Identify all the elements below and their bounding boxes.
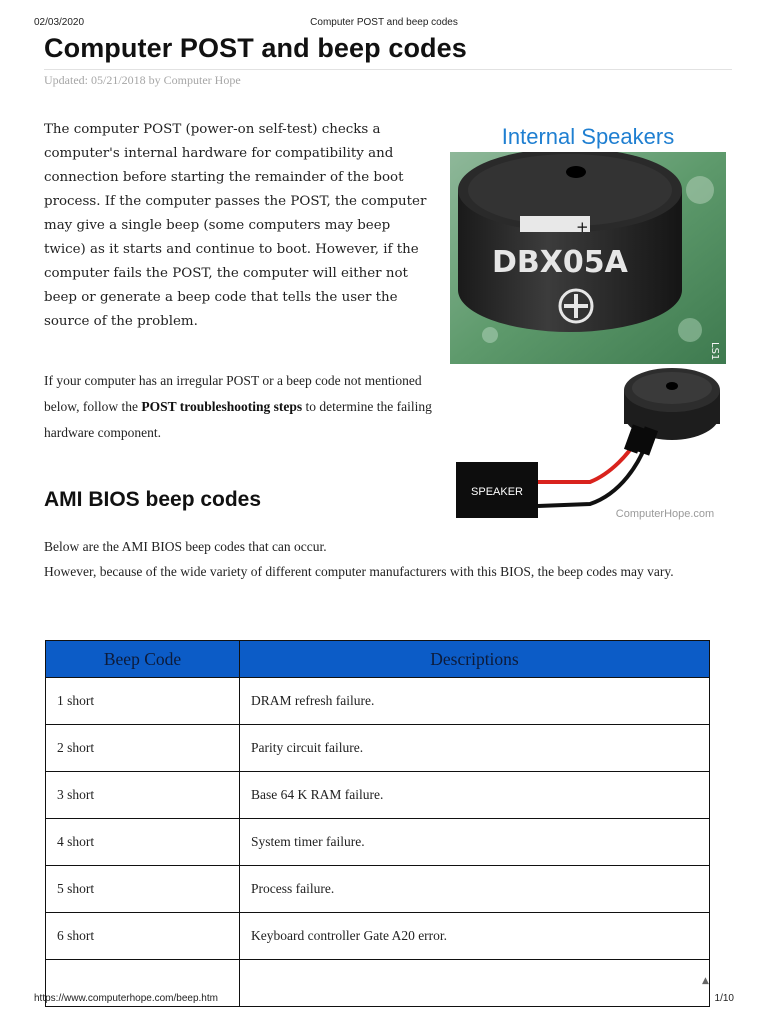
table-row bbox=[46, 913, 710, 960]
updated-byline: Updated: 05/21/2018 by Computer Hope bbox=[44, 73, 241, 87]
buzzer-hole bbox=[566, 166, 586, 178]
beep-code-cell: 5 short bbox=[46, 866, 240, 913]
troubleshooting-paragraph bbox=[44, 368, 436, 446]
board-marking: LS1 bbox=[709, 342, 720, 361]
table-row bbox=[46, 772, 710, 819]
ami-intro-line2: However, because of the wide variety of different computer manufacturers with this BIOS, the beep codes may vary. bbox=[44, 564, 674, 579]
internal-speaker-image bbox=[450, 120, 726, 364]
speaker-connector-image bbox=[450, 364, 730, 524]
table-row bbox=[46, 725, 710, 772]
print-url: https://www.computerhope.com/beep.htm bbox=[34, 993, 218, 1004]
description-cell: System timer failure. bbox=[240, 819, 710, 866]
column-header-beep-code: Beep Code bbox=[46, 641, 240, 678]
troubleshooting-suffix: to determine the failing hardware component. bbox=[44, 399, 432, 440]
beep-code-cell: 2 short bbox=[46, 725, 240, 772]
print-date: 02/03/2020 bbox=[34, 17, 85, 28]
ami-intro-line1: Below are the AMI BIOS beep codes that can occur. bbox=[44, 539, 327, 554]
table-row bbox=[46, 678, 710, 725]
connector-label: SPEAKER bbox=[471, 486, 523, 498]
chip-plus-mark: + bbox=[576, 218, 589, 236]
print-title: Computer POST and beep codes bbox=[310, 17, 458, 28]
description-cell: Base 64 K RAM failure. bbox=[240, 772, 710, 819]
ami-beep-code-table bbox=[45, 640, 710, 1007]
ami-bios-heading: AMI BIOS beep codes bbox=[44, 488, 262, 511]
troubleshooting-prefix: If your computer has an irregular POST or a beep code not mentioned below, follow the bbox=[44, 373, 422, 414]
scroll-up-arrow-icon[interactable]: ▲ bbox=[702, 976, 709, 986]
title-divider bbox=[44, 69, 732, 70]
beep-code-cell: 3 short bbox=[46, 772, 240, 819]
description-cell: Keyboard controller Gate A20 error. bbox=[240, 913, 710, 960]
chip-marking: DBX05A bbox=[492, 245, 628, 280]
post-troubleshooting-link[interactable]: POST troubleshooting steps bbox=[141, 399, 303, 414]
print-header bbox=[0, 0, 768, 26]
table-header-row bbox=[46, 641, 710, 678]
beep-code-cell: 1 short bbox=[46, 678, 240, 725]
image-watermark: ComputerHope.com bbox=[615, 508, 715, 520]
column-header-descriptions: Descriptions bbox=[240, 641, 710, 678]
description-cell: Process failure. bbox=[240, 866, 710, 913]
description-cell: DRAM refresh failure. bbox=[240, 678, 710, 725]
table-row bbox=[46, 866, 710, 913]
table-row bbox=[46, 819, 710, 866]
intro-paragraph: The computer POST (power-on self-test) checks a computer's internal hardware for compatibility and connection before starting the remainder of the boot process. If the computer passes the POST, the computer may give a single beep (some computers may beep twice) as it starts and continue to boot. However, if the computer fails the POST, the computer will either not beep or generate a beep code that tells the user the source of the problem. bbox=[44, 122, 427, 329]
description-cell: Parity circuit failure. bbox=[240, 725, 710, 772]
ami-intro bbox=[44, 534, 724, 584]
beep-code-cell: 4 short bbox=[46, 819, 240, 866]
page-title: Computer POST and beep codes bbox=[44, 33, 467, 63]
beep-code-cell: 6 short bbox=[46, 913, 240, 960]
print-footer bbox=[0, 990, 768, 1010]
red-wire bbox=[538, 434, 640, 482]
image-caption: Internal Speakers bbox=[501, 124, 675, 149]
print-page-number: 1/10 bbox=[714, 993, 734, 1004]
